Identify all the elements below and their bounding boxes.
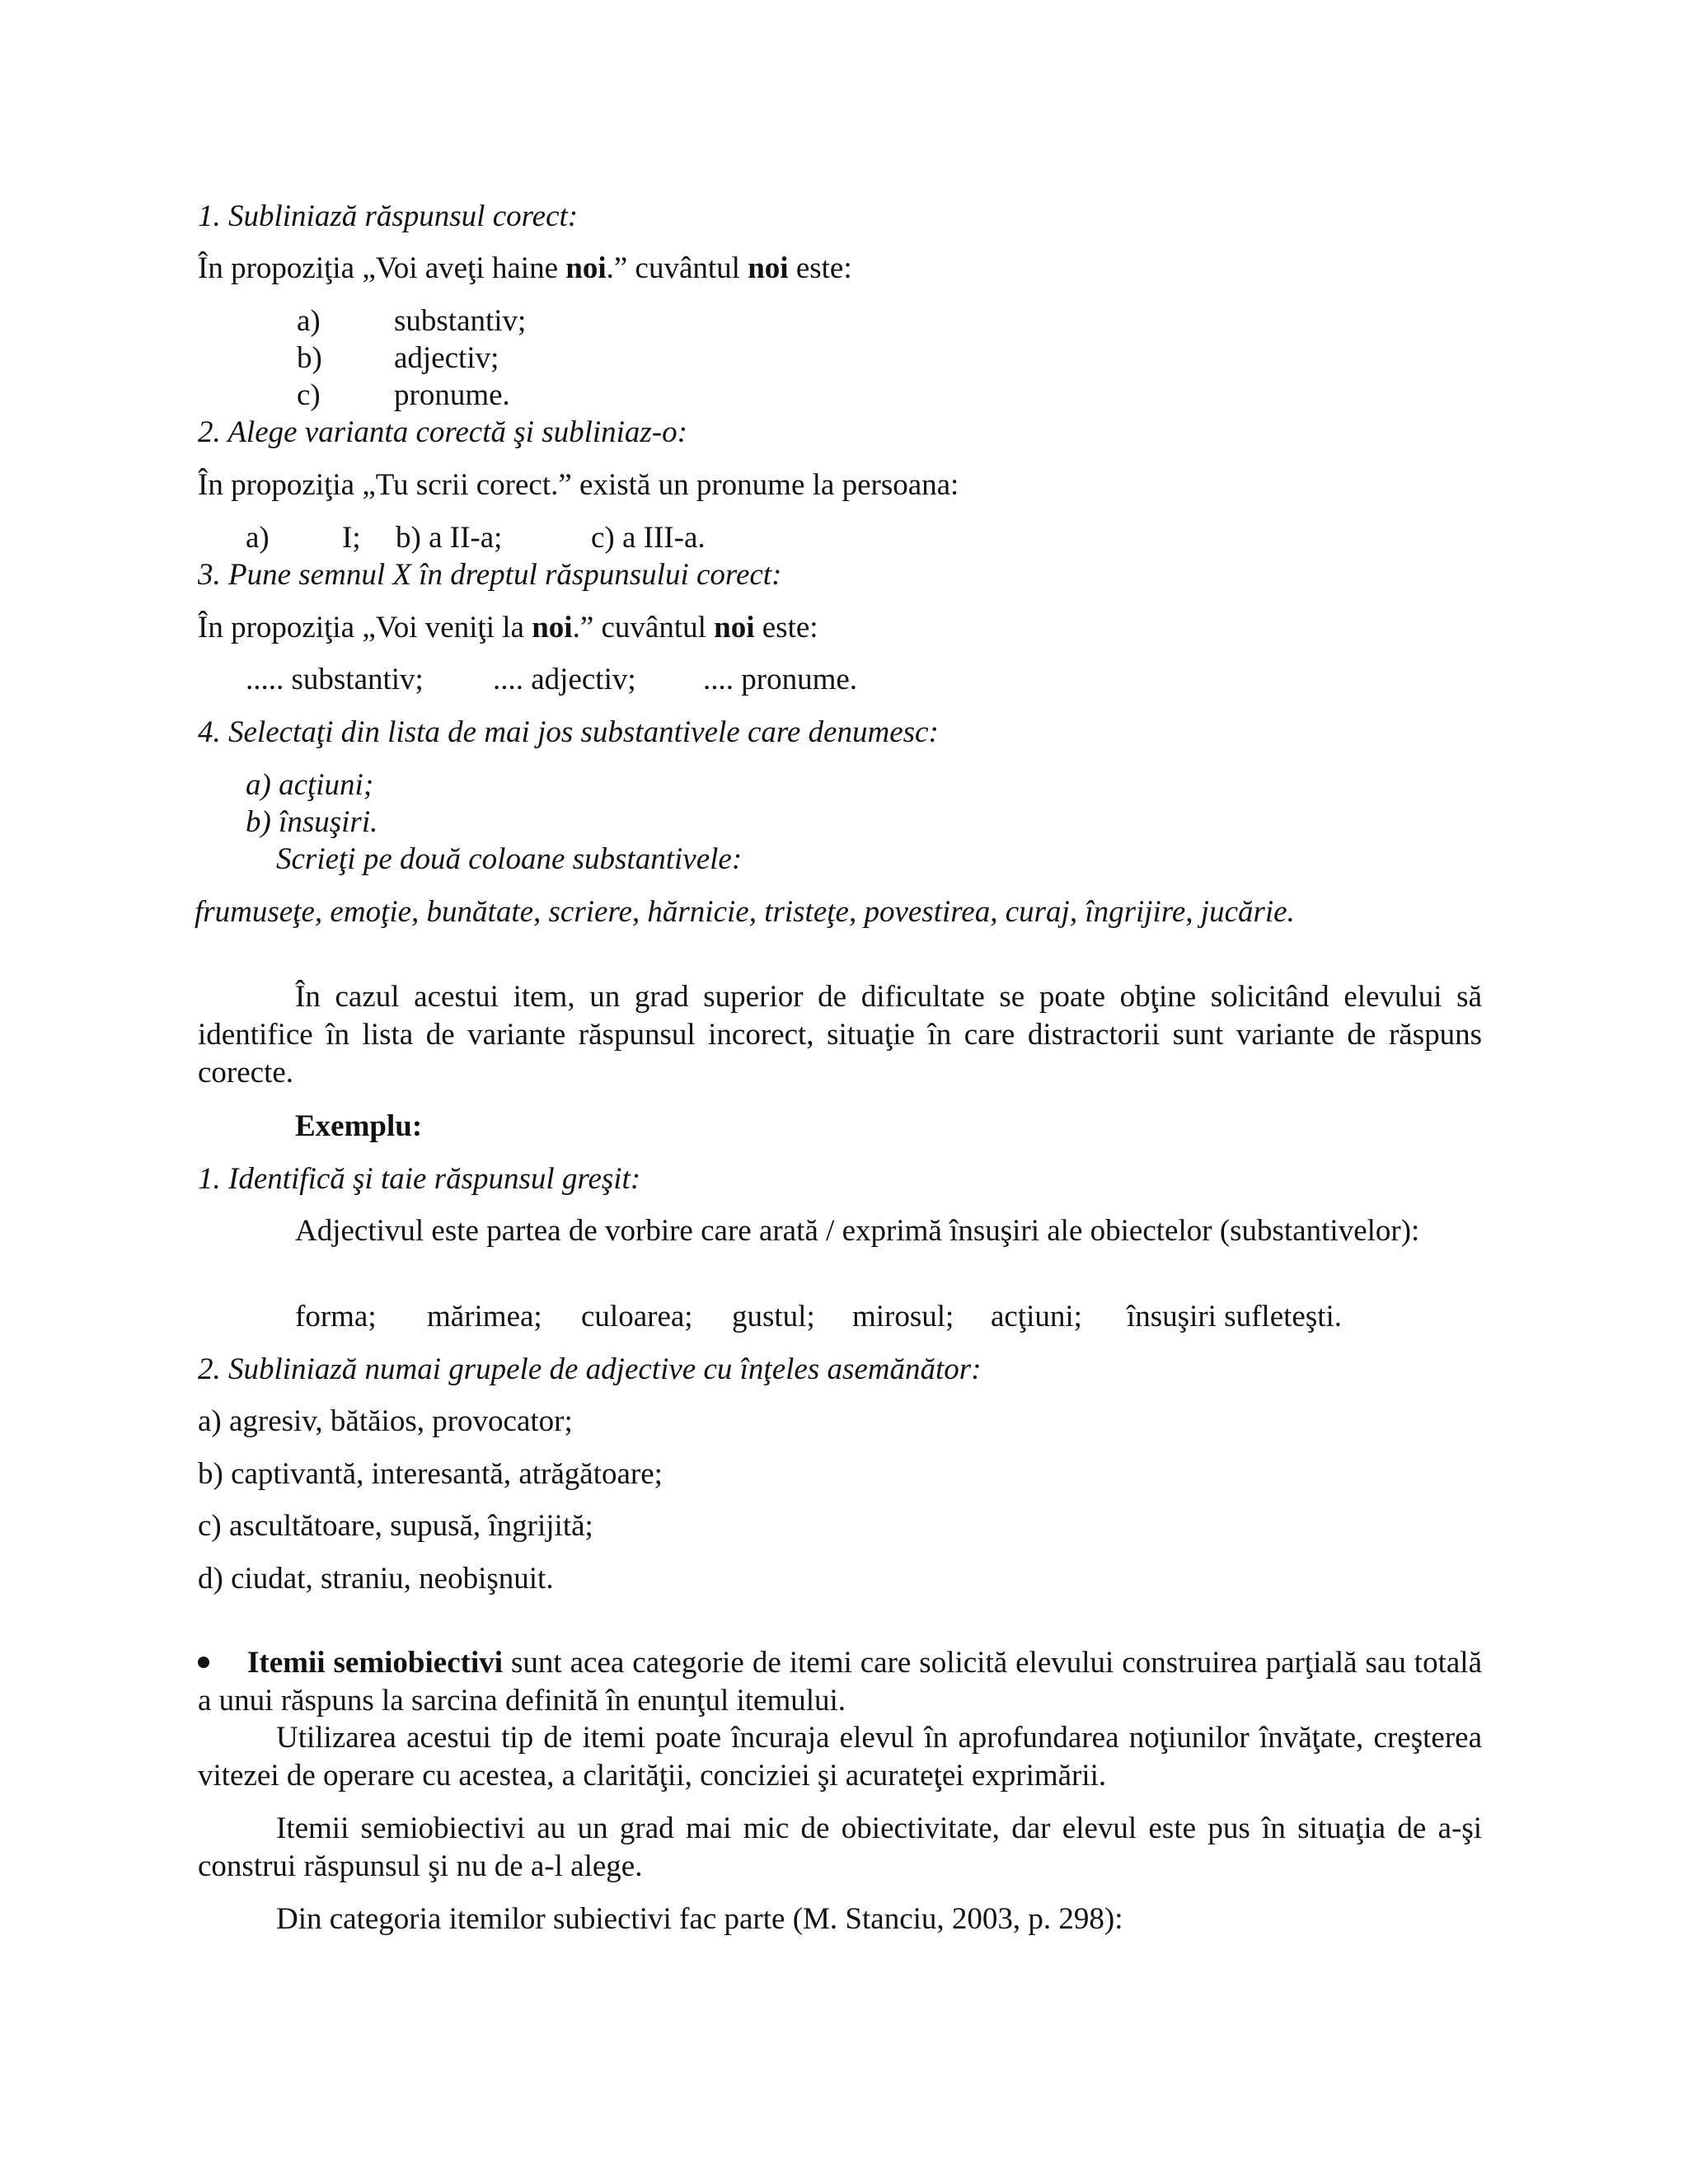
paragraph-objectivity-text: Itemii semiobiectivi au un grad mai mic de obiectivitate, dar elevul este pus în situaţia de a-şi construi răspunsul şi nu de a-l alege.	[198, 1811, 1482, 1883]
ex2-item: b) captivantă, interesantă, atrăgătoare;	[198, 1457, 663, 1491]
q1-sentence-pre: În propoziţia „Voi aveţi haine	[198, 251, 566, 285]
ex1-text	[198, 1212, 1482, 1250]
q4-heading: 4. Selectaţi din lista de mai jos substantivele care denumesc:	[198, 715, 939, 749]
ex1-option: forma;	[295, 1300, 377, 1333]
ex1-text-content: Adjectivul este partea de vorbire care arată / exprimă însuşiri ale obiectelor (substantivelor):	[295, 1214, 1420, 1248]
ex2-item: d) ciudat, straniu, neobişnuit.	[198, 1562, 554, 1596]
q4-instruction: Scrieţi pe două coloane substantivele:	[276, 842, 743, 876]
q1-bold-word: noi	[565, 251, 607, 285]
ex1-option: culoarea;	[581, 1300, 693, 1333]
paragraph-usage-text: Utilizarea acestui tip de itemi poate încuraja elevul în aprofundarea noţiunilor învăţate, creşterea vitezei de operare cu acestea, a clarităţii, conciziei şi acurateţei exprimării.	[198, 1721, 1482, 1793]
q2-option-a-text: I;	[342, 521, 361, 555]
paragraph-objectivity	[198, 1810, 1482, 1886]
q3-bold-word-2: noi	[714, 611, 755, 644]
q1-sentence-post: este:	[788, 251, 852, 285]
q2-option-b: b) a II-a;	[396, 521, 503, 555]
paragraph-difficulty	[198, 978, 1482, 1092]
q1-option-a-letter: a)	[297, 304, 321, 338]
bullet-text: sunt acea categorie de itemi care solicită elevului construirea parţială sau totală a unui răspuns la sarcina definită în enunţul itemului.	[198, 1646, 1482, 1718]
ex2-item: a) agresiv, bătăios, provocator;	[198, 1404, 573, 1438]
bullet-bold-term: Itemii semiobiectivi	[247, 1646, 503, 1680]
q3-bold-word: noi	[532, 611, 573, 644]
ex1-option: mărimea;	[427, 1300, 542, 1333]
q1-sentence	[198, 250, 852, 288]
q3-option-2: .... adjectiv;	[493, 663, 636, 696]
paragraph-usage	[198, 1719, 1482, 1795]
q3-sentence-pre: În propoziţia „Voi veniţi la	[198, 611, 532, 644]
q2-option-a-letter: a)	[246, 521, 270, 555]
q4-option-b: b) însuşiri.	[246, 805, 378, 839]
paragraph-categories: Din categoria itemilor subiectivi fac parte (M. Stanciu, 2003, p. 298):	[276, 1902, 1123, 1936]
q3-sentence	[198, 609, 818, 647]
ex1-option: mirosul;	[852, 1300, 954, 1333]
q3-option-3: .... pronume.	[703, 663, 858, 696]
ex1-option: acţiuni;	[991, 1300, 1082, 1333]
q2-option-c: c) a III-a.	[591, 521, 706, 555]
q2-heading: 2. Alege varianta corectă şi subliniaz-o:	[198, 415, 687, 449]
q3-option-1: ..... substantiv;	[246, 663, 424, 696]
q1-option-a-text: substantiv;	[394, 304, 527, 338]
q1-option-b-letter: b)	[297, 341, 322, 375]
q1-option-b-text: adjectiv;	[394, 341, 499, 375]
ex1-option: gustul;	[732, 1300, 815, 1333]
q4-word-list: frumuseţe, emoţie, bunătate, scriere, hărnicie, tristeţe, povestirea, curaj, îngrijire, jucărie.	[195, 895, 1295, 929]
ex2-heading: 2. Subliniază numai grupele de adjective cu înţeles asemănător:	[198, 1352, 982, 1386]
q1-option-c-letter: c)	[297, 378, 321, 412]
q3-heading: 3. Pune semnul X în dreptul răspunsului corect:	[198, 558, 782, 592]
q2-sentence: În propoziţia „Tu scrii corect.” există un pronume la persoana:	[198, 468, 959, 502]
q3-sentence-mid: .” cuvântul	[572, 611, 715, 644]
q1-heading: 1. Subliniază răspunsul corect:	[198, 199, 579, 233]
paragraph-difficulty-text: În cazul acestui item, un grad superior de dificultate se poate obţine solicitând elevului să identifice în lista de variante răspunsul incorect, situaţie în care distractorii sunt variante de răspuns corecte.	[198, 980, 1482, 1090]
q3-sentence-post: este:	[754, 611, 818, 644]
ex1-heading: 1. Identifică şi taie răspunsul greşit:	[198, 1162, 641, 1196]
ex1-option: însuşiri sufleteşti.	[1127, 1300, 1343, 1333]
bullet-paragraph	[198, 1644, 1482, 1720]
q1-bold-word-2: noi	[748, 251, 789, 285]
ex2-item: c) ascultătoare, supusă, îngrijită;	[198, 1509, 593, 1543]
example-label: Exemplu:	[295, 1109, 423, 1143]
q1-option-c-text: pronume.	[394, 378, 510, 412]
q4-option-a: a) acţiuni;	[246, 768, 374, 802]
q1-sentence-mid: .” cuvântul	[606, 251, 748, 285]
